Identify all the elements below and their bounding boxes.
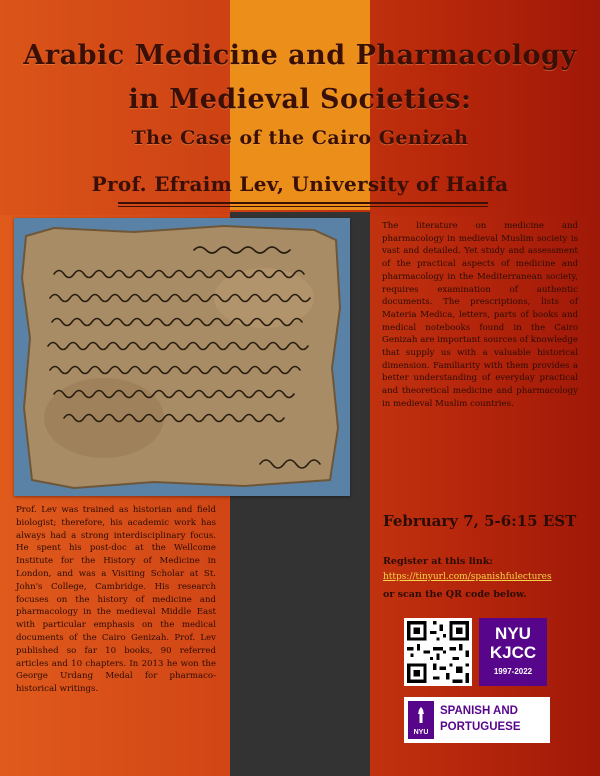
event-date: February 7, 5-6:15 EST: [383, 512, 577, 530]
nyu-kjcc-logo: [479, 618, 547, 686]
department-logo: [404, 697, 550, 743]
register-label: Register at this link:: [383, 556, 493, 567]
manuscript-fragment: [14, 218, 350, 496]
subtitle: The Case of the Cairo Genizah: [131, 127, 469, 149]
nyu-small-label: NYU: [413, 729, 429, 736]
title-line-2: in Medieval Societies:: [128, 84, 472, 115]
intro-paragraph: The literature on medicine and pharmacology in medieval Muslim society is vast and detailed. Yet study and assessment of the practical aspects of medicine and pharmacology in the Mediterranean society, requires examination of authentic documents. The prescriptions, lists of Materia Medica, letters, parts of books and medical notebooks found in the Cairo Genizah are important sources of knowledge that supply us with a valuable historical dimension. Familiarity with them provides a better understanding of everyday practical and theoretical medicine and pharmacology in medieval Muslim countries.: [382, 221, 578, 409]
divider: [118, 202, 488, 204]
nyu-kjcc-line2: KJCC: [489, 643, 537, 662]
qr-code-icon: [404, 618, 472, 686]
department-name-line2: PORTUGUESE: [440, 721, 521, 733]
nyu-kjcc-line1: NYU: [495, 624, 531, 643]
registration-link[interactable]: https://tinyurl.com/spanishfulectures: [383, 572, 552, 582]
nyu-torch-logo: [408, 701, 434, 739]
qr-code[interactable]: [404, 618, 472, 686]
scan-instruction: or scan the QR code below.: [383, 589, 527, 600]
speaker-bio: Prof. Lev was trained as historian and field biologist; therefore, his academic work has always had a strong interdisciplinary focus. He spent his post-doc at the Wellcome Institute for the History of Medicine in London, and was a Visiting Scholar at St. John's College, Cambridge. His research focuses on the history of medicine and pharmacology in the medieval Middle East with particular emphasis on the medical documents of the Cairo Genizah. Prof. Lev published so far 10 books, 90 referred articles and 10 chapters. In 2013 he won the George Urdang Medal for pharmaco-historical writings.: [16, 505, 216, 695]
manuscript-image: [14, 218, 350, 496]
speaker-name: Prof. Efraim Lev, University of Haifa: [91, 172, 509, 196]
divider: [118, 206, 488, 207]
torch-icon: [414, 706, 428, 724]
department-name-line1: SPANISH AND: [440, 705, 518, 717]
title-line-1: Arabic Medicine and Pharmacology: [23, 40, 577, 71]
nyu-kjcc-years: 1997-2022: [493, 667, 533, 676]
